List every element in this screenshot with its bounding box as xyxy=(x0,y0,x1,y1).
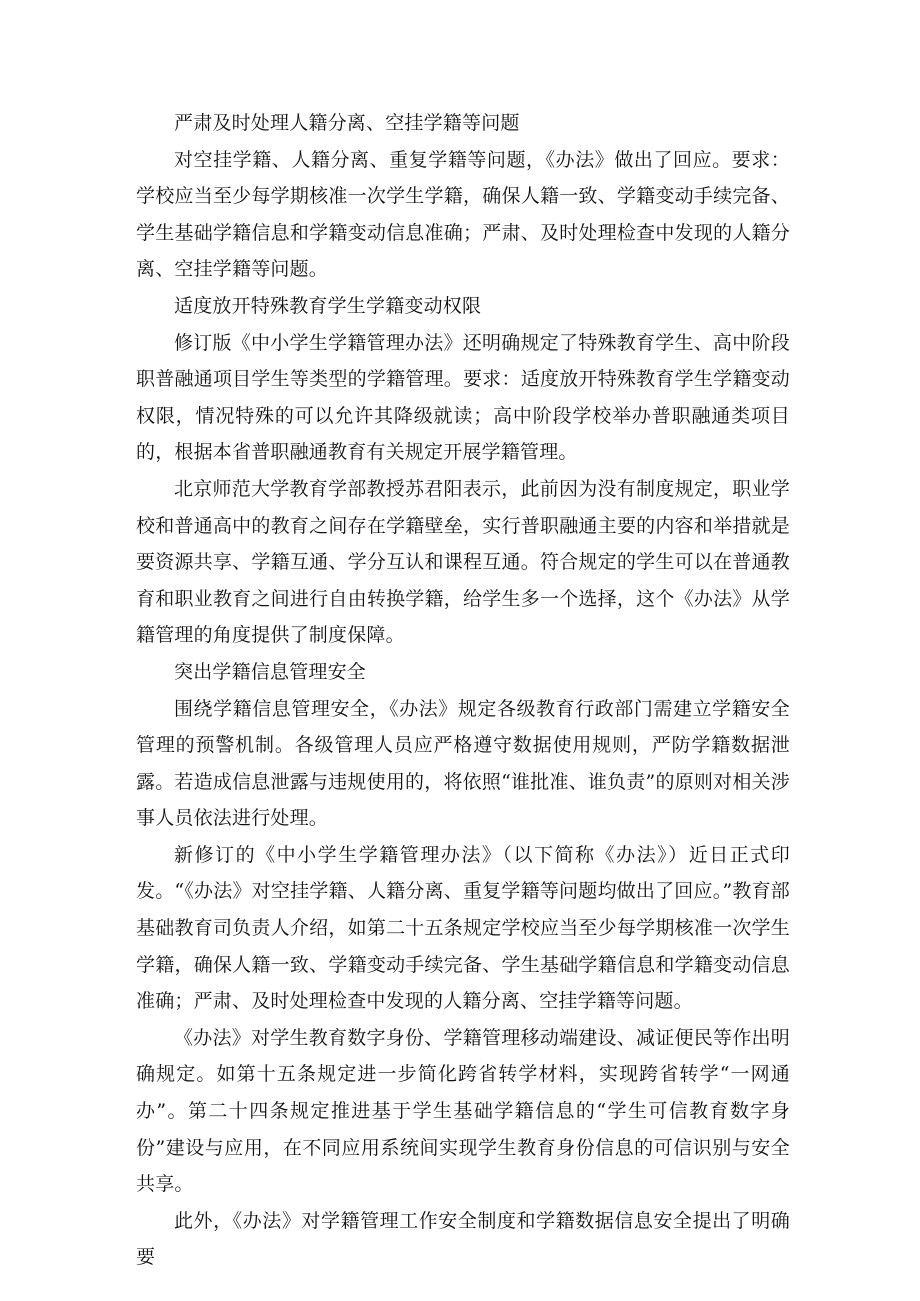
paragraph-6: 《办法》对学生教育数字身份、学籍管理移动端建设、减证便民等作出明确规定。如第十五条规定进一步简化跨省转学材料，实现跨省转学“一网通办”。第二十四条规定推进基于学生基础学籍信息的“学生可信教育数字身份”建设与应用，在不同应用系统间实现学生教育身份信息的可信识别与安全共享。 xyxy=(136,1026,790,1196)
paragraph-1: 对空挂学籍、人籍分离、重复学籍等问题，《办法》做出了回应。要求：学校应当至少每学期核准一次学生学籍，确保人籍一致、学籍变动手续完备、学生基础学籍信息和学籍变动信息准确；严肃、及时处理检查中发现的人籍分离、空挂学籍等问题。 xyxy=(136,148,790,281)
section-heading-3: 突出学籍信息管理安全 xyxy=(174,660,367,683)
section-heading-1: 严肃及时处理人籍分离、空挂学籍等问题 xyxy=(174,112,520,134)
paragraph-7: 此外，《办法》对学籍管理工作安全制度和学籍数据信息安全提出了明确要 xyxy=(136,1209,790,1269)
document-body xyxy=(136,105,790,1276)
section-heading-2: 适度放开特殊教育学生学籍变动权限 xyxy=(174,294,482,317)
paragraph-3: 北京师范大学教育学部教授苏君阳表示，此前因为没有制度规定，职业学校和普通高中的教育之间存在学籍壁垒，实行普职融通主要的内容和举措就是要资源共享、学籍互通、学分互认和课程互通。符合规定的学生可以在普通教育和职业教育之间进行自由转换学籍，给学生多一个选择，这个《办法》从学籍管理的角度提供了制度保障。 xyxy=(136,477,790,647)
paragraph-2: 修订版《中小学生学籍管理办法》还明确规定了特殊教育学生、高中阶段职普融通项目学生等类型的学籍管理。要求：适度放开特殊教育学生学籍变动权限，情况特殊的可以允许其降级就读；高中阶段学校举办普职融通类项目的，根据本省普职融通教育有关规定开展学籍管理。 xyxy=(136,331,790,464)
paragraph-5: 新修订的《中小学生学籍管理办法》（以下简称《办法》）近日正式印发。“《办法》对空挂学籍、人籍分离、重复学籍等问题均做出了回应。”教育部基础教育司负责人介绍，如第二十五条规定学校应当至少每学期核准一次学生学籍，确保人籍一致、学籍变动手续完备、学生基础学籍信息和学籍变动信息准确；严肃、及时处理检查中发现的人籍分离、空挂学籍等问题。 xyxy=(136,843,790,1013)
paragraph-4: 围绕学籍信息管理安全，《办法》规定各级教育行政部门需建立学籍安全管理的预警机制。各级管理人员应严格遵守数据使用规则，严防学籍数据泄露。若造成信息泄露与违规使用的，将依照“谁批准、谁负责”的原则对相关涉事人员依法进行处理。 xyxy=(136,697,790,830)
